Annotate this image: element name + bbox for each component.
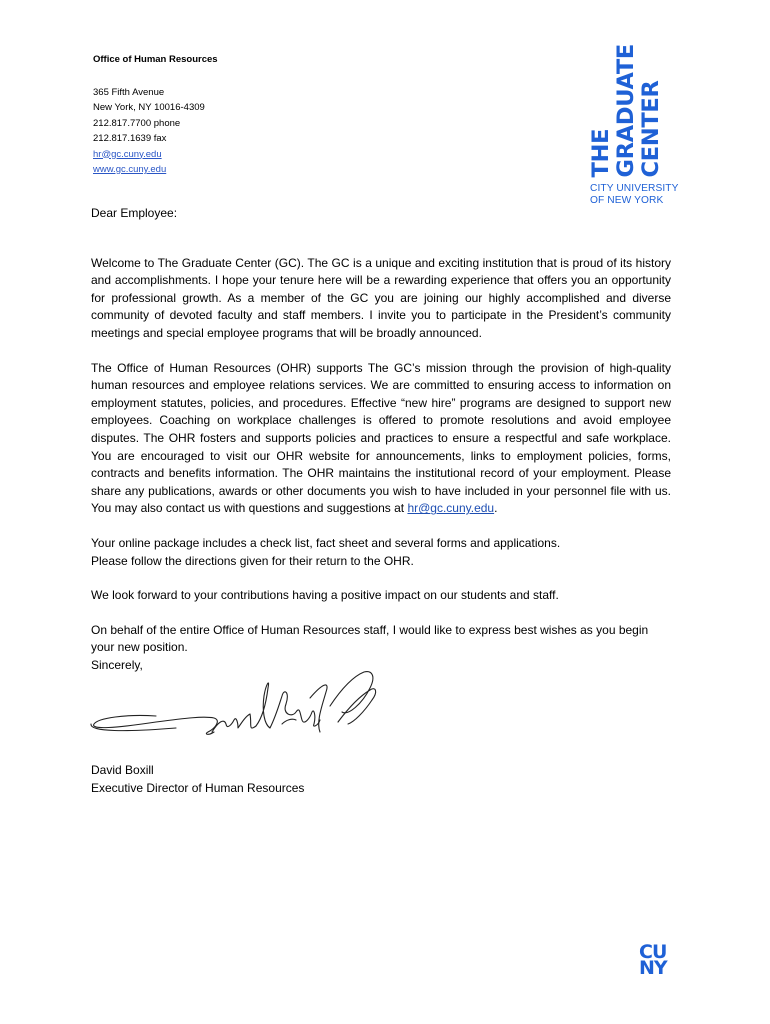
letter-body [91, 205, 671, 674]
handwritten-signature [86, 666, 386, 756]
package-line-1: Your online package includes a check list, fact sheet and several forms and applications. [91, 535, 561, 550]
paragraph-package [91, 535, 671, 570]
salutation: Dear Employee: [91, 206, 178, 220]
logo-line-center: CENTER [638, 80, 664, 178]
logo-line-the: THE [588, 128, 614, 178]
closing: Sincerely, [91, 657, 143, 672]
address-line-2: New York, NY 10016-4309 [93, 102, 205, 113]
address-line-1: 365 Fifth Avenue [93, 86, 165, 98]
paragraph-best-wishes: On behalf of the entire Office of Human Resources staff, I would like to express best wishes as you begin your new position. [91, 622, 649, 655]
email-link[interactable]: hr@gc.cuny.edu [93, 148, 162, 160]
paragraph-ohr [91, 360, 671, 518]
cuny-logo-bottom: NY [639, 957, 667, 979]
logo-sub-line-1: CITY UNIVERSITY [590, 183, 679, 195]
signer-block [91, 762, 304, 797]
website-link[interactable]: www.gc.cuny.edu [93, 164, 167, 175]
paragraph-welcome: Welcome to The Graduate Center (GC). The GC is a unique and exciting institution that is proud of its history and accomplishments. I hope your tenure here will be a rewarding experience that offers you an opportunity for professional growth. As a member of the GC you are joining our highly accomplished and diverse community of devoted faculty and staff members. I invite you to participate in the President’s community meetings and special employee programs that will be broadly announced. [91, 255, 671, 340]
logo-subtitle [590, 183, 680, 207]
logo-line-graduate: GRADUATE [613, 44, 639, 178]
logo-sub-line-2: OF NEW YORK [590, 195, 664, 207]
paragraph-look-forward: We look forward to your contributions having a positive impact on our students and staff. [91, 588, 559, 603]
graduate-center-logo [590, 44, 680, 207]
ohr-email-link[interactable]: hr@gc.cuny.edu [407, 501, 495, 516]
signer-name: David Boxill [91, 763, 154, 777]
paragraph-ohr-text: The Office of Human Resources (OHR) supports The GC’s mission through the provision of high-quality human resources and employee relations services. We are committed to ensuring access to information on employment statutes, policies, and procedures. Effective “new hire” programs are designed to support new employees. Coaching on workplace challenges is offered to promote resolutions and avoid employee disputes. The OHR fosters and supports policies and practices to ensure a respectful and safe workplace. You are encouraged to visit our OHR website for announcements, links to employment policies, forms, contracts and benefits information. The OHR maintains the institutional record of your employment. Please share any publications, awards or other documents you wish to have included in your personnel file with us. You may also contact us with questions and suggestions at [91, 360, 671, 516]
phone-number: 212.817.7700 phone [93, 117, 181, 129]
paragraph-ohr-end: . [494, 501, 498, 516]
cuny-logo [639, 941, 673, 979]
cuny-logo-top: CU [639, 941, 667, 963]
signer-title: Executive Director of Human Resources [91, 780, 305, 795]
office-name: Office of Human Resources [93, 54, 218, 65]
fax-number: 212.817.1639 fax [93, 133, 167, 144]
package-line-2: Please follow the directions given for their return to the OHR. [91, 553, 414, 568]
letterhead-contact [93, 52, 218, 178]
